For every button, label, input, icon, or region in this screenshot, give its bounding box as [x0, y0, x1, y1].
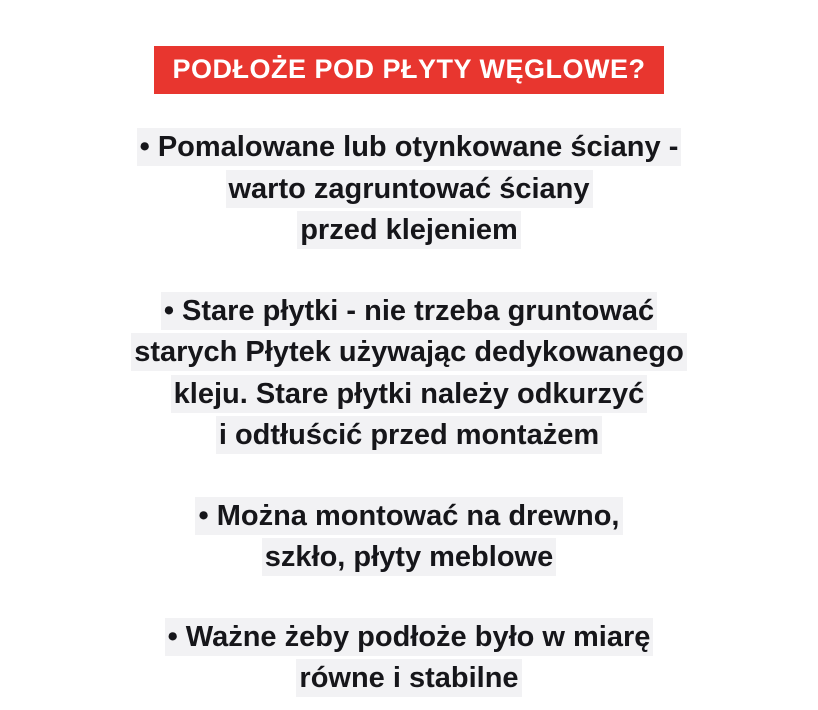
bullet-line: przed klejeniem	[300, 213, 518, 246]
bullet-line: szkło, płyty meblowe	[264, 541, 554, 574]
list-item	[9, 618, 809, 701]
list-item	[9, 128, 809, 252]
bullet-line: • Ważne żeby podłoże było w miarę	[167, 620, 651, 653]
bullet-line: • Stare płytki - nie trzeba gruntować	[163, 295, 655, 328]
page-title: PODŁOŻE POD PŁYTY WĘGLOWE?	[154, 46, 663, 94]
bullet-line: równe i stabilne	[299, 662, 519, 694]
bullet-line: kleju. Stare płytki należy odkurzyć	[173, 377, 645, 410]
list-item	[9, 497, 809, 580]
bullet-line: • Pomalowane lub otynkowane ściany -	[139, 131, 679, 164]
list-item	[9, 292, 809, 457]
bullet-line: i odtłuścić przed montażem	[218, 418, 600, 451]
bullet-line: starych Płytek używając dedykowanego	[134, 336, 684, 369]
bullet-line: • Można montować na drewno,	[198, 500, 620, 533]
bullet-list	[0, 124, 818, 700]
bullet-line: warto zagruntować ściany	[228, 172, 590, 205]
